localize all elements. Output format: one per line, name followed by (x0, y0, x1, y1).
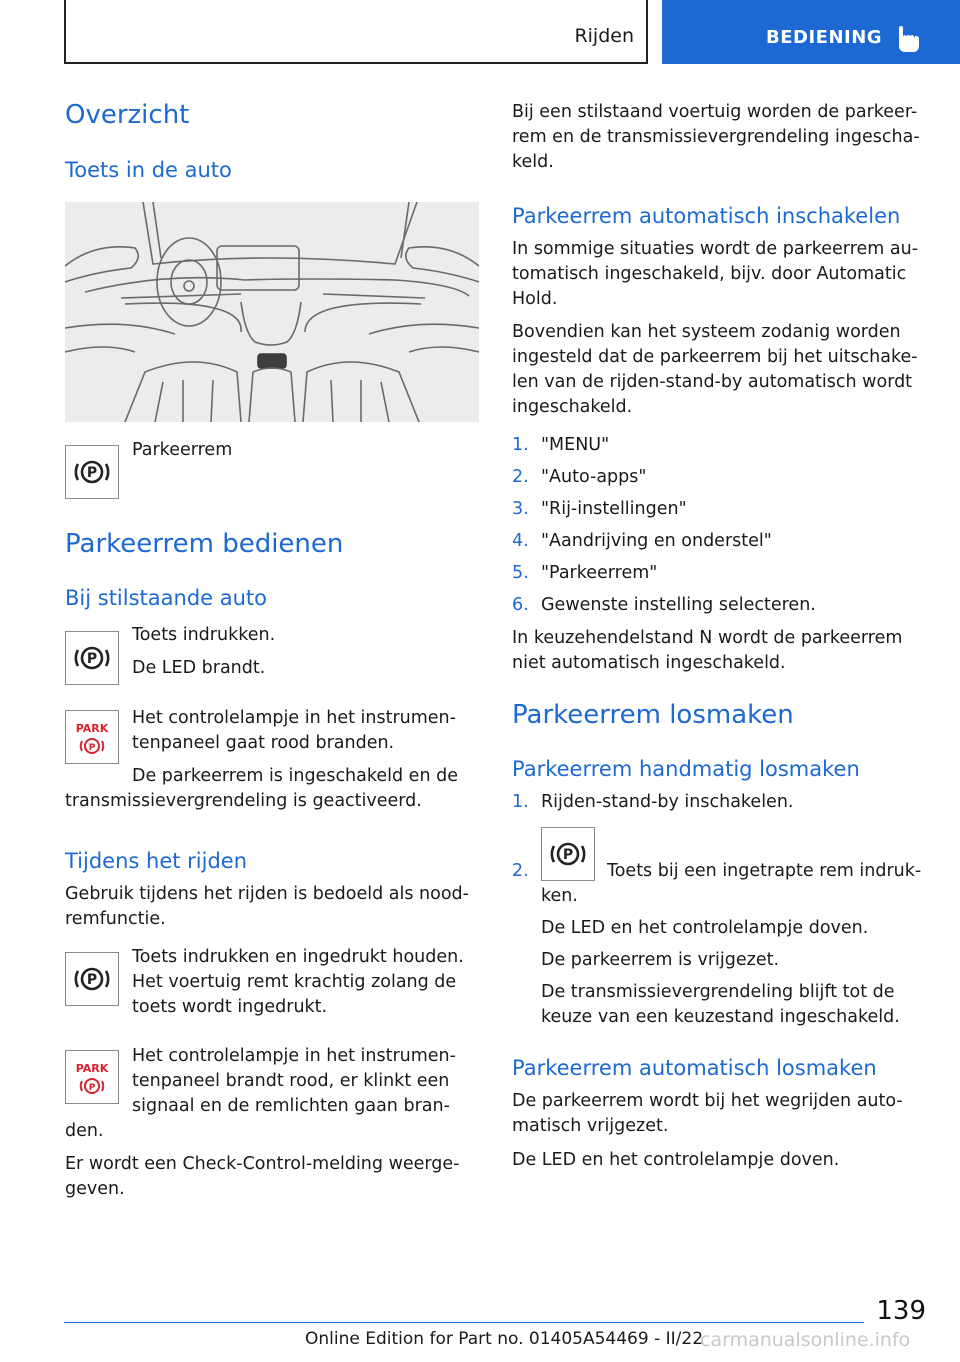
hand-step2-line-2: ken. (541, 886, 578, 906)
right-intro-line-1: Bij een stilstaand voertuig worden de parkeer- (512, 102, 918, 122)
rijden-press-line-1: Toets indrukken en ingedrukt houden. (132, 947, 464, 967)
parking-brake-button-icon (541, 827, 595, 881)
step-number: 2. (512, 467, 529, 487)
svg-text:P: P (88, 1083, 96, 1093)
right-intro-line-3: keld. (512, 152, 554, 172)
header-chapter-box (662, 0, 960, 64)
auto-in-p1-line-1: In sommige situaties wordt de parkeerrem au- (512, 239, 919, 259)
park-lamp-text: PARK (75, 1062, 109, 1075)
svg-text:P: P (86, 972, 98, 988)
rijden-intro-line-2: remfunctie. (65, 909, 166, 929)
auto-out-p1-line-2: matisch vrijgezet. (512, 1116, 669, 1136)
auto-out-led-note: De LED en het controlelampje doven. (512, 1150, 840, 1170)
auto-in-p2-line-2: ingesteld dat de parkeerrem bij het uitschake- (512, 347, 918, 367)
stilstaand-instruction: Toets indrukken. (132, 625, 276, 645)
step-number: 2. (512, 861, 529, 881)
car-interior-illustration (65, 202, 479, 422)
svg-text:P: P (86, 651, 98, 667)
step-number: 6. (512, 595, 529, 615)
n-note-line-1: In keuzehendelstand N wordt de parkeerrem (512, 628, 903, 648)
step-text: "Rij-instellingen" (541, 499, 687, 519)
step-text: "MENU" (541, 435, 610, 455)
parking-brake-button-icon (65, 631, 119, 685)
automatisch-inschakelen-heading: Parkeerrem automatisch inschakelen (512, 204, 901, 228)
step-text: "Parkeerrem" (541, 563, 658, 583)
step-text: "Auto-apps" (541, 467, 647, 487)
stilstaand-result-line-1: De parkeerrem is ingeschakeld en de (132, 766, 458, 786)
svg-text:P: P (88, 743, 96, 753)
automatisch-losmaken-heading: Parkeerrem automatisch losmaken (512, 1056, 877, 1080)
parkeerrem-bedienen-heading: Parkeerrem bedienen (65, 529, 344, 559)
stilstaand-lamp-line-1: Het controlelampje in het instrumen- (132, 708, 456, 728)
hand-step2-released-note: De parkeerrem is vrijgezet. (541, 950, 780, 970)
auto-in-p2-line-3: len van de rijden-stand-by automatisch wordt (512, 372, 913, 392)
parking-brake-button-icon (65, 445, 119, 499)
parkeerrem-losmaken-heading: Parkeerrem losmaken (512, 700, 794, 730)
rijden-checkcontrol-line-2: geven. (65, 1179, 125, 1199)
stilstaand-led-note: De LED brandt. (132, 658, 266, 678)
step-number: 4. (512, 531, 529, 551)
step-text: Gewenste instelling selecteren. (541, 595, 816, 615)
watermark: carmanualsonline.info (700, 1329, 911, 1351)
park-warning-lamp-icon (65, 1050, 119, 1104)
rijden-press-line-2: Het voertuig remt krachtig zolang de (132, 972, 457, 992)
step-text: Rijden-stand-by inschakelen. (541, 792, 794, 812)
rijden-press-line-3: toets wordt ingedrukt. (132, 997, 328, 1017)
header-section-box (64, 0, 648, 64)
park-warning-lamp-icon (65, 710, 119, 764)
parking-brake-button-icon (65, 952, 119, 1006)
step-number: 1. (512, 792, 529, 812)
svg-text:P: P (562, 847, 574, 863)
rijden-intro-line-1: Gebruik tijdens het rijden is bedoeld als nood- (65, 884, 469, 904)
right-intro-line-2: rem en de transmissievergrendeling ingescha- (512, 127, 920, 147)
auto-in-p1-line-2: tomatisch ingeschakeld, bijv. door Automatic (512, 264, 907, 284)
hand-step2-lock-line-1: De transmissievergrendeling blijft tot de (541, 982, 895, 1002)
overzicht-heading: Overzicht (65, 100, 190, 130)
handmatig-losmaken-heading: Parkeerrem handmatig losmaken (512, 757, 860, 781)
toets-in-de-auto-heading: Toets in de auto (65, 158, 232, 182)
header-section-title: Rijden (574, 25, 634, 47)
step-number: 3. (512, 499, 529, 519)
step-number: 5. (512, 563, 529, 583)
auto-in-p2-line-4: ingeschakeld. (512, 397, 633, 417)
auto-out-p1-line-1: De parkeerrem wordt bij het wegrijden auto- (512, 1091, 903, 1111)
tijdens-het-rijden-heading: Tijdens het rijden (65, 849, 248, 873)
rijden-lamp-line-3: signaal en de remlichten gaan bran- (132, 1096, 450, 1116)
svg-text:P: P (86, 465, 98, 481)
rijden-checkcontrol-line-1: Er wordt een Check-Control-melding weerge- (65, 1154, 460, 1174)
page-number: 139 (876, 1296, 926, 1326)
parkeerrem-legend-label: Parkeerrem (132, 440, 233, 460)
bij-stilstaande-auto-heading: Bij stilstaande auto (65, 586, 268, 610)
rijden-lamp-line-2: tenpaneel brandt rood, er klinkt een (132, 1071, 450, 1091)
auto-in-p2-line-1: Bovendien kan het systeem zodanig worden (512, 322, 901, 342)
stilstaand-result-line-2: transmissievergrendeling is geactiveerd. (65, 791, 422, 811)
auto-in-p1-line-3: Hold. (512, 289, 558, 309)
step-text: Toets bij een ingetrapte rem indruk- (607, 861, 922, 881)
pointing-hand-icon (894, 24, 922, 54)
rijden-lamp-line-4: den. (65, 1121, 104, 1141)
stilstaand-lamp-line-2: tenpaneel gaat rood branden. (132, 733, 395, 753)
hand-step2-lock-line-2: keuze van een keuzestand ingeschakeld. (541, 1007, 900, 1027)
step-number: 1. (512, 435, 529, 455)
footer-edition: Online Edition for Part no. 01405A54469 - II/22 (305, 1329, 704, 1349)
rijden-lamp-line-1: Het controlelampje in het instrumen- (132, 1046, 456, 1066)
n-note-line-2: niet automatisch ingeschakeld. (512, 653, 786, 673)
hand-step2-led-note: De LED en het controlelampje doven. (541, 918, 869, 938)
footer-rule (64, 1322, 864, 1323)
step-text: "Aandrijving en onderstel" (541, 531, 772, 551)
header-chapter-title: BEDIENING (766, 27, 883, 48)
park-lamp-text: PARK (75, 722, 109, 735)
